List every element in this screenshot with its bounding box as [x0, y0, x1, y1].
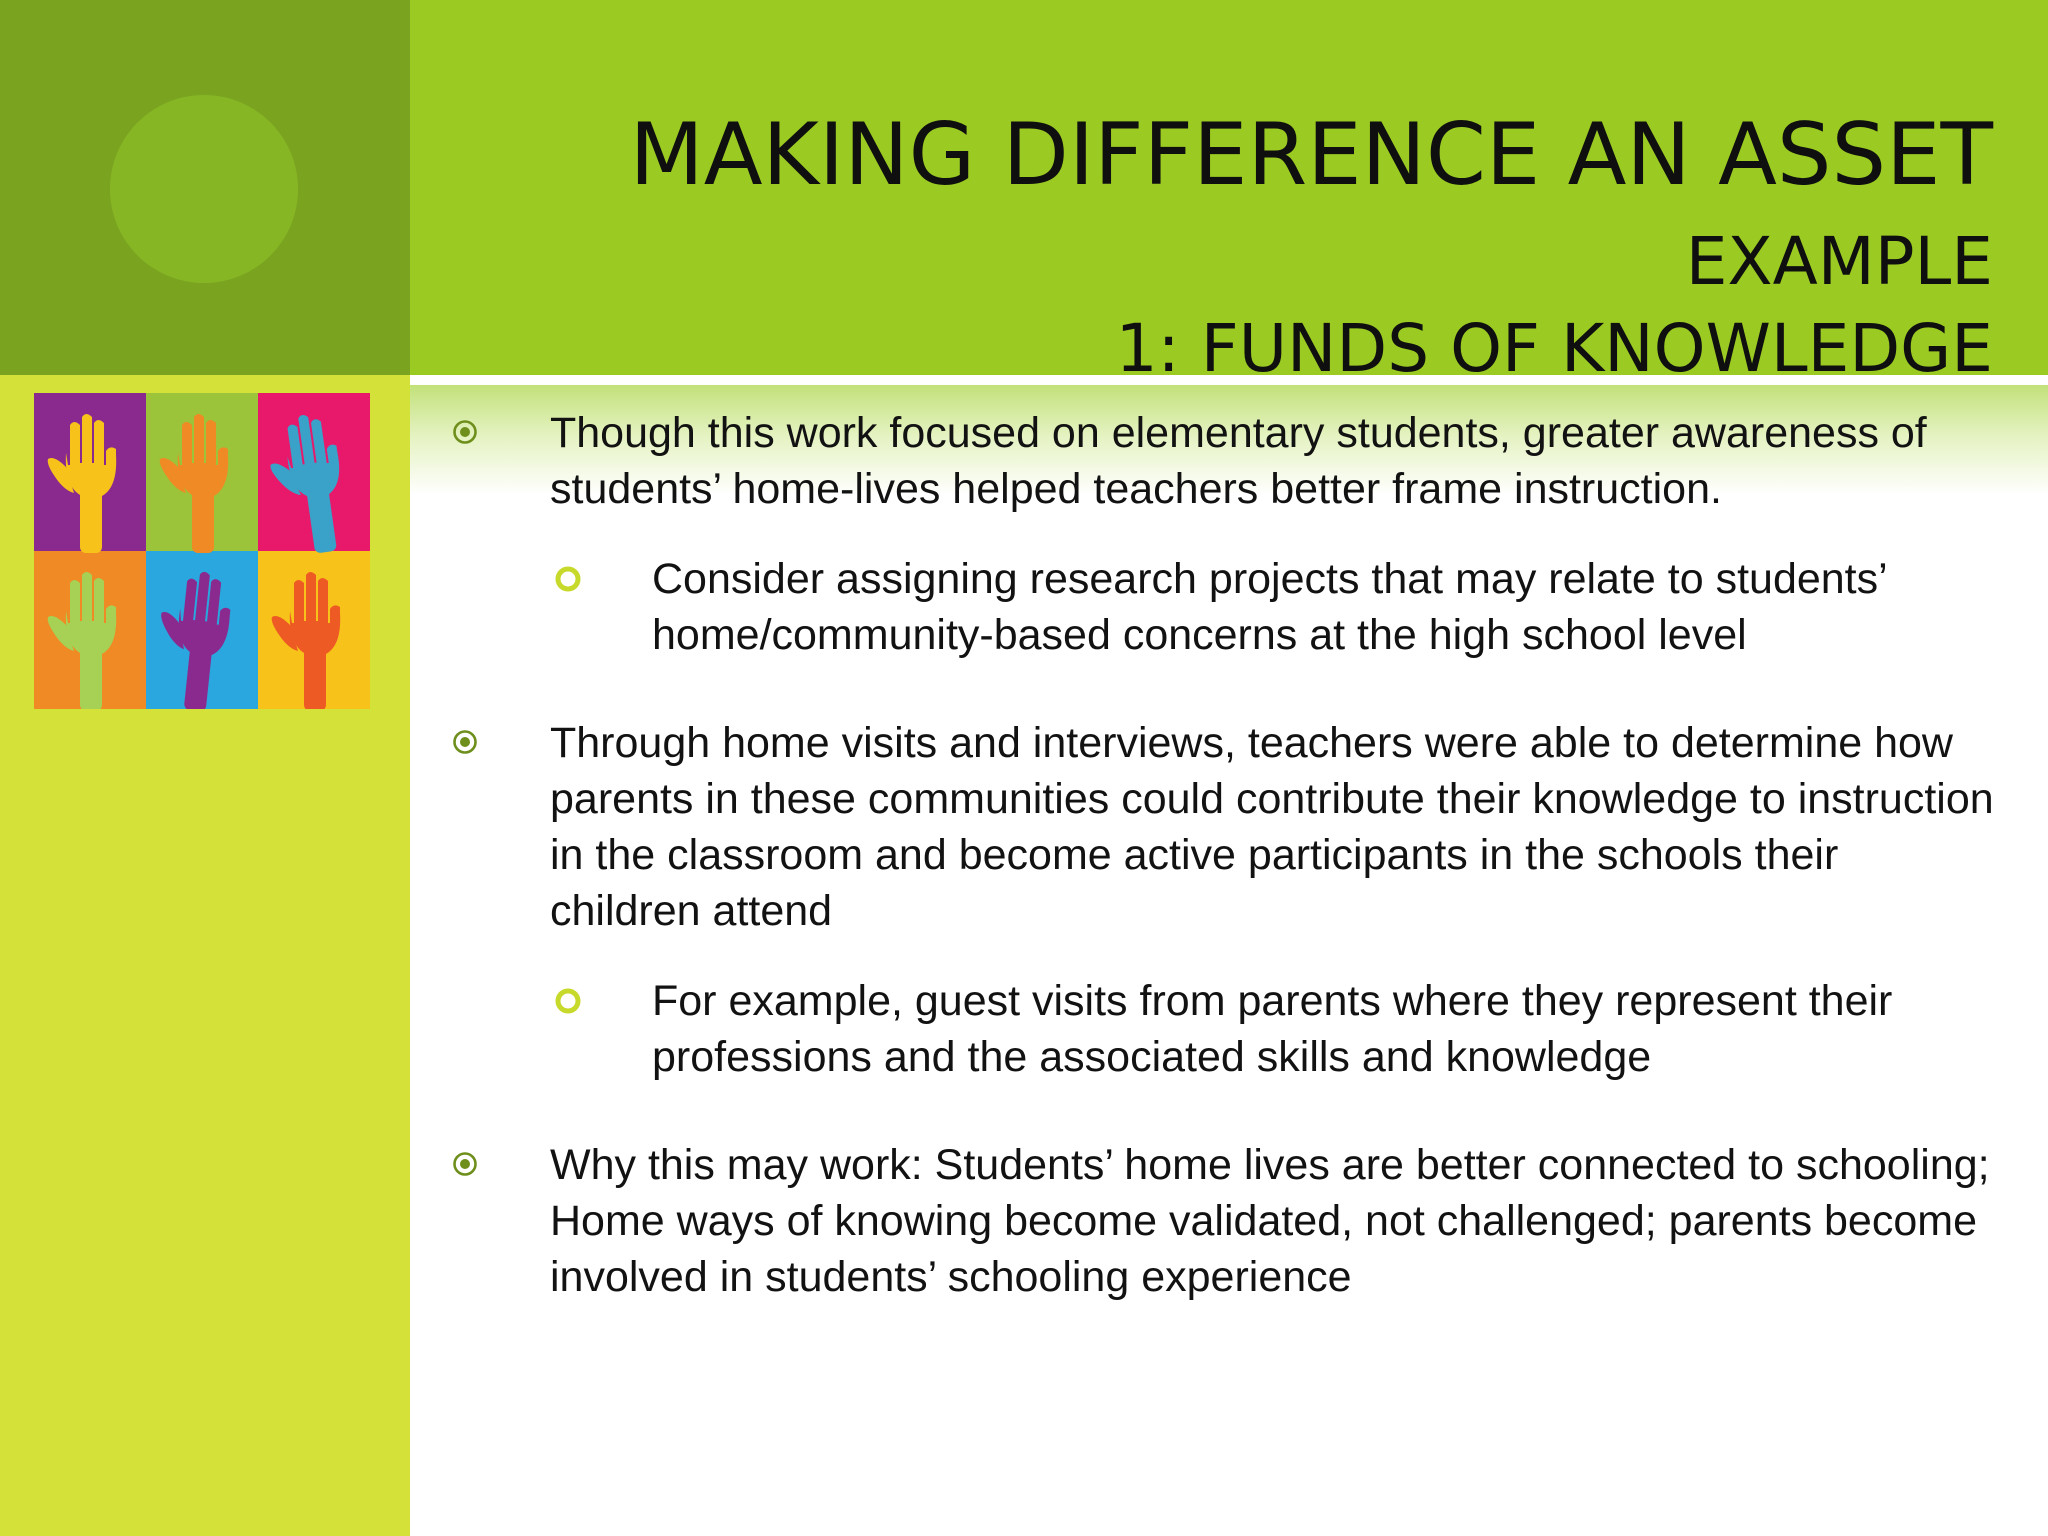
- sub-bullet-text: For example, guest visits from parents where they represent their professions and the associated skills and knowledge: [652, 977, 1893, 1081]
- title-main: MAKING DIFFERENCE AN ASSET: [629, 105, 1993, 205]
- decorative-circle: [110, 95, 298, 283]
- bullet-text: Why this may work: Students’ home lives are better connected to schooling; Home ways of knowing become validated, not challenged; parents become involved in students’ schooling experience: [550, 1141, 1990, 1301]
- circle-dot-bullet-icon: [452, 419, 478, 445]
- title-line-1: [433, 105, 1993, 312]
- title-line-2: 1: FUNDS OF KNOWLEDGE: [1115, 310, 1993, 387]
- circle-dot-bullet-icon: [452, 729, 478, 755]
- bullet-item: [440, 1137, 2000, 1305]
- slide-title: [433, 105, 1993, 392]
- sub-bullet-item: [440, 551, 2000, 663]
- bullet-text: Though this work focused on elementary students, greater awareness of students’ home-lives helped teachers better frame instruction.: [550, 409, 1927, 513]
- raised-hands-icon: [34, 393, 370, 709]
- circle-dot-bullet-icon: [452, 1151, 478, 1177]
- sub-bullet-item: [440, 973, 2000, 1085]
- sub-bullet-text: Consider assigning research projects that may relate to students’ home/community-based concerns at the high school level: [652, 555, 1887, 659]
- bullet-list: [440, 405, 2000, 1305]
- title-example: EXAMPLE: [1685, 223, 1993, 300]
- ring-bullet-icon: [554, 565, 582, 593]
- bullet-text: Through home visits and interviews, teachers were able to determine how parents in these communities could contribute their knowledge to instruction in the classroom and become active participants in the schools their children attend: [550, 719, 1994, 935]
- bullet-item: [440, 405, 2000, 517]
- bullet-item: [440, 715, 2000, 939]
- ring-bullet-icon: [554, 987, 582, 1015]
